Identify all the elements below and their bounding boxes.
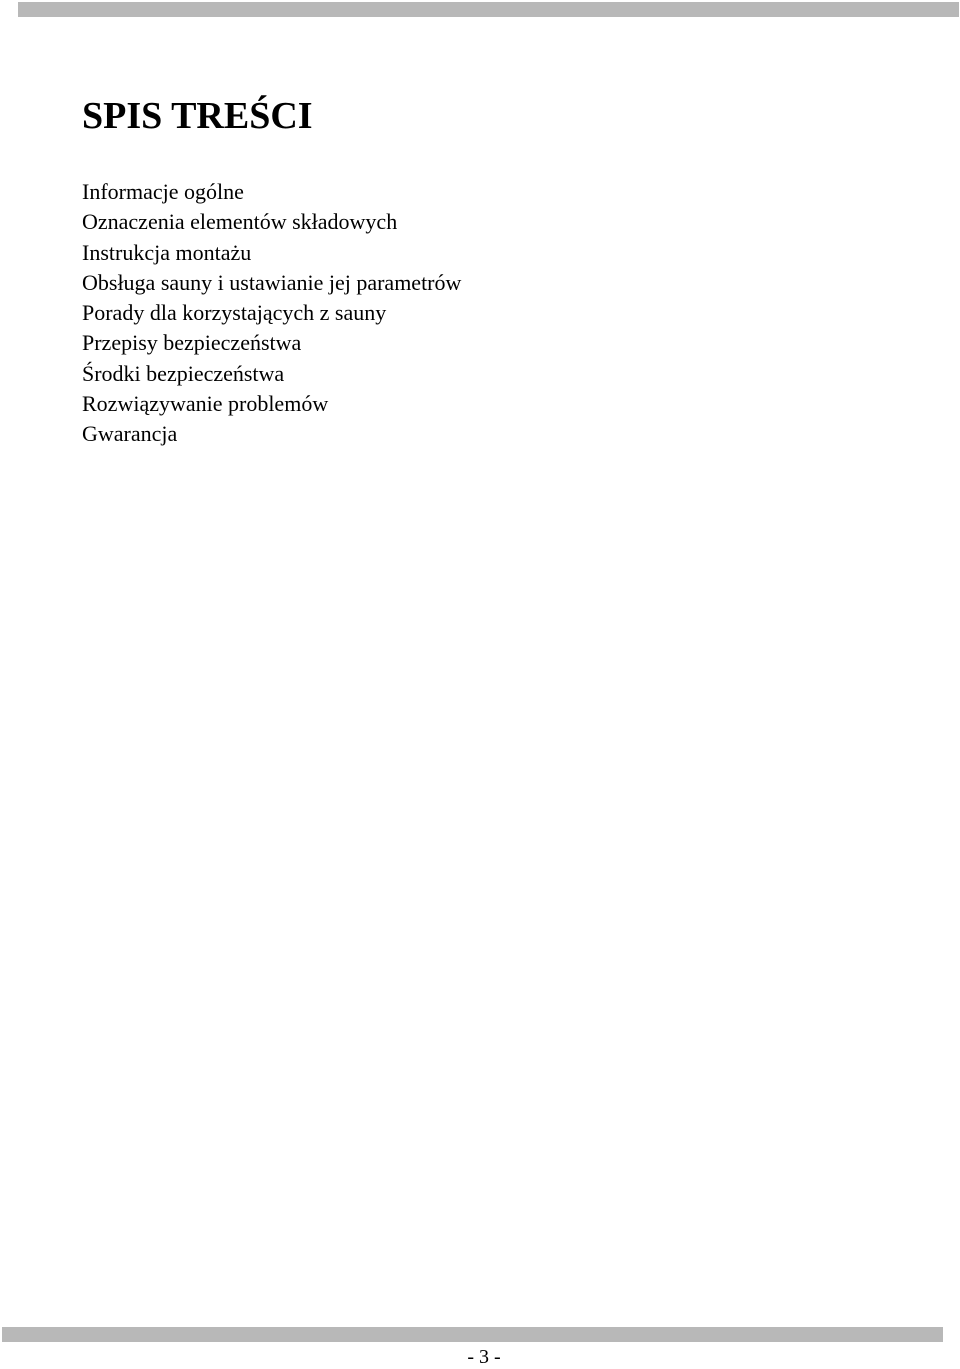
toc-item-troubleshooting: Rozwiązywanie problemów bbox=[82, 391, 329, 417]
toc-item-general-info: Informacje ogólne bbox=[82, 179, 244, 204]
toc-item-warranty: Gwarancja bbox=[82, 421, 178, 447]
page-title: SPIS TREŚCI bbox=[82, 95, 313, 137]
toc-item-installation: Instrukcja montażu bbox=[82, 239, 252, 265]
toc-item-safety-measures: Środki bezpieczeństwa bbox=[82, 360, 285, 386]
toc-item-operation: Obsługa sauny i ustawianie jej parametrów bbox=[82, 269, 462, 295]
footer-bar bbox=[2, 1327, 943, 1342]
toc-item-component-markings: Oznaczenia elementów składowych bbox=[82, 209, 398, 235]
header-bar bbox=[18, 2, 959, 17]
table-of-contents bbox=[82, 177, 461, 450]
toc-item-user-tips: Porady dla korzystających z sauny bbox=[82, 300, 387, 326]
page-number: - 3 - bbox=[467, 1346, 501, 1368]
toc-item-safety-rules: Przepisy bezpieczeństwa bbox=[82, 330, 302, 356]
